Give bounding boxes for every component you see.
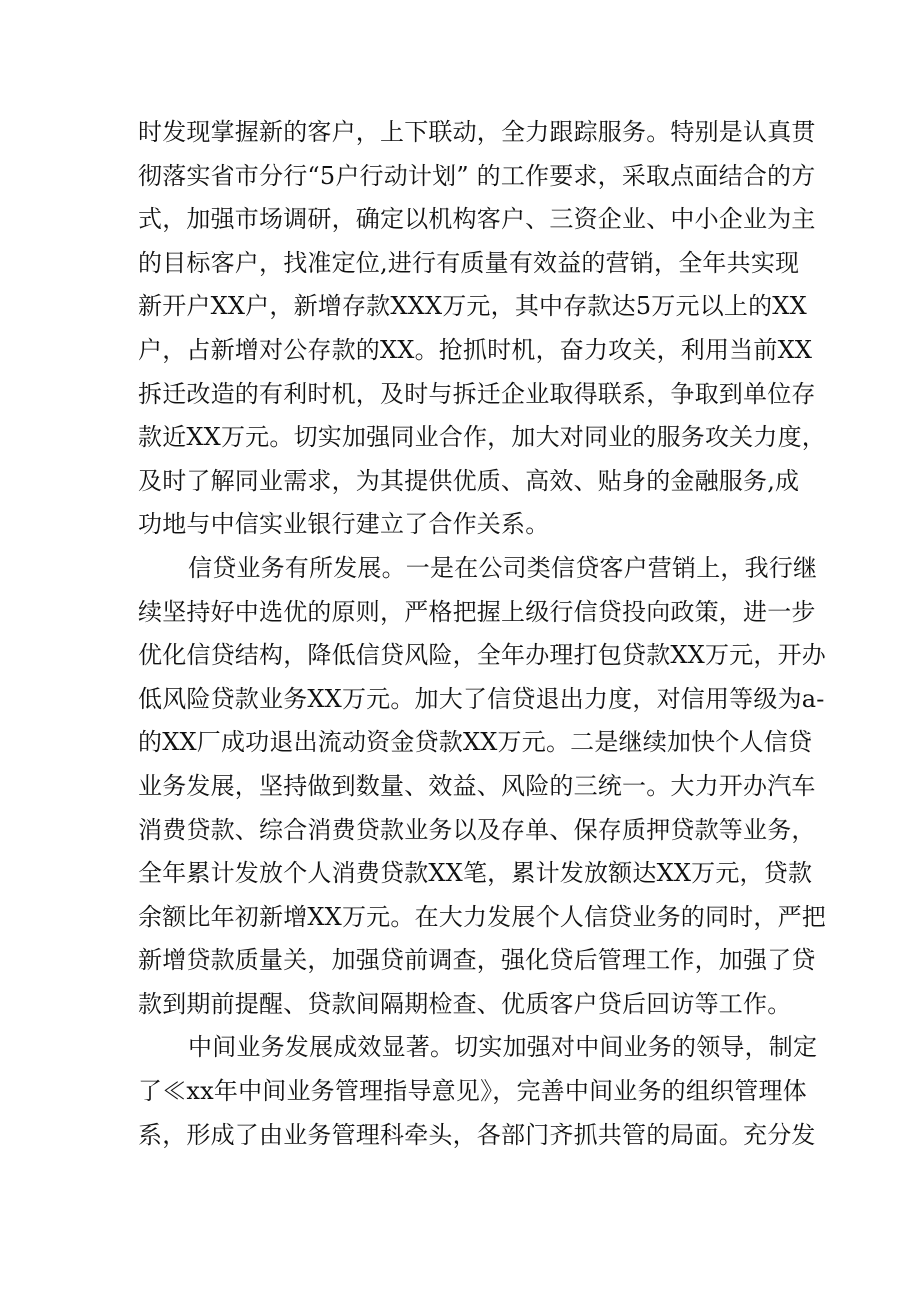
- paragraph-deposit-marketing: [138, 111, 826, 547]
- text-line: 信贷业务有所发展。一是在公司类信贷客户营销上，我行继: [188, 553, 818, 582]
- text-line: 拆迁改造的有利时机，及时与拆迁企业取得联系，争取到单位存: [138, 379, 816, 408]
- text-line: 全年累计发放个人消费贷款XX笔，累计发放额达XX万元，贷款: [138, 859, 813, 888]
- text-line: 了≪xx年中间业务管理指导意见》，完善中间业务的组织管理体: [138, 1077, 807, 1106]
- text-line: 消费贷款、综合消费贷款业务以及存单、保存质押贷款等业务，: [138, 815, 816, 844]
- text-line: 续坚持好中选优的原则，严格把握上级行信贷投向政策，进一步: [138, 597, 816, 626]
- text-line: 中间业务发展成效显著。切实加强对中间业务的领导，制定: [188, 1033, 818, 1062]
- text-line: 余额比年初新增XX万元。在大力发展个人信贷业务的同时，严把: [138, 902, 826, 931]
- text-line: 功地与中信实业银行建立了合作关系。: [138, 510, 550, 539]
- text-line: 户，占新增对公存款的XX。抢抓时机，奋力攻关，利用当前XX: [138, 335, 813, 364]
- text-line: 优化信贷结构，降低信贷风险，全年办理打包贷款XX万元，开办: [138, 641, 826, 670]
- document-body: [138, 111, 826, 1157]
- text-line: 新增贷款质量关，加强贷前调查，强化贷后管理工作，加强了贷: [138, 946, 816, 975]
- text-line: 时发现掌握新的客户，上下联动，全力跟踪服务。特别是认真贯: [138, 118, 816, 146]
- text-line: 款近XX万元。切实加强同业合作，加大对同业的服务攻关力度，: [138, 423, 826, 452]
- text-line: 的目标客户，找准定位,进行有质量有效益的营销，全年共实现: [138, 248, 800, 277]
- text-line: 的XX厂成功退出流动资金贷款XX万元。二是继续加快个人信贷: [138, 728, 813, 757]
- text-line: 低风险贷款业务XX万元。加大了信贷退出力度，对信用等级为a-: [138, 684, 825, 713]
- text-line: 新开户XX户，新增存款XXX万元，其中存款达5万元以上的XX: [138, 292, 807, 321]
- text-line: 系，形成了由业务管理科牵头，各部门齐抓共管的局面。充分发: [138, 1120, 816, 1149]
- paragraph-intermediary-business: [138, 1026, 818, 1157]
- paragraph-credit-business: [138, 547, 826, 1027]
- text-line: 业务发展，坚持做到数量、效益、风险的三统一。大力开办汽车: [138, 771, 816, 800]
- text-line: 及时了解同业需求，为其提供优质、高效、贴身的金融服务,成: [138, 466, 800, 495]
- text-line: 彻落实省市分行“5户行动计划” 的工作要求，采取点面结合的方: [138, 161, 816, 190]
- text-line: 款到期前提醒、贷款间隔期检查、优质客户贷后回访等工作。: [138, 989, 792, 1018]
- text-line: 式，加强市场调研，确定以机构客户、三资企业、中小企业为主: [138, 205, 816, 234]
